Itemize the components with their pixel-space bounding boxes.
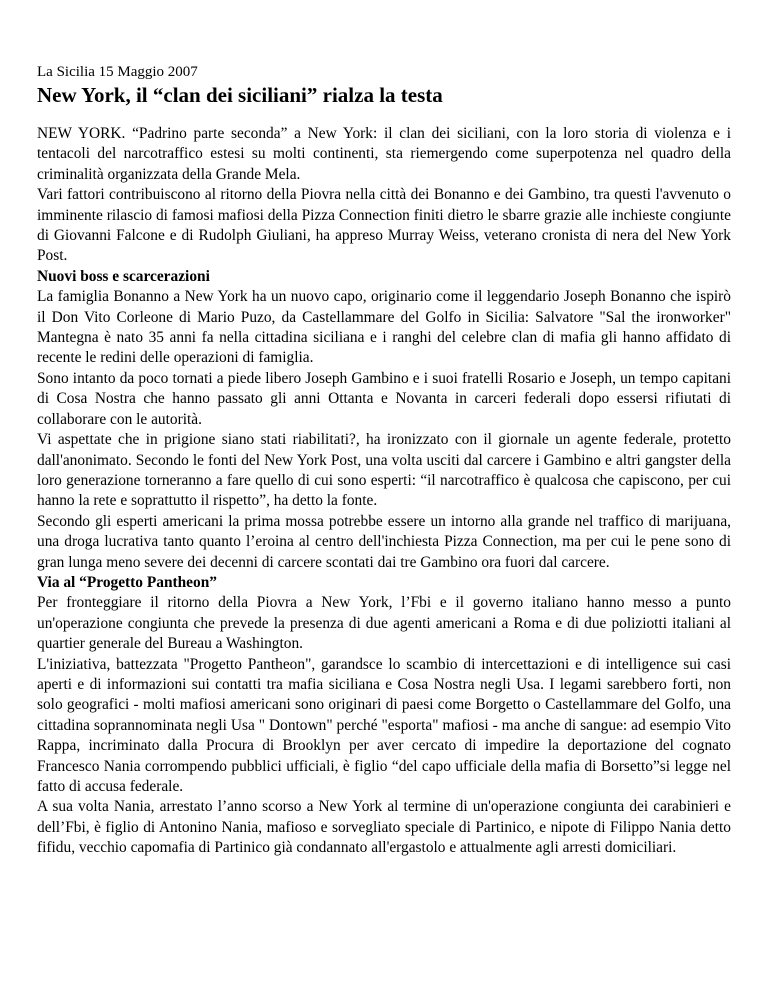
paragraph-1: NEW YORK. “Padrino parte seconda” a New York: il clan dei siciliani, con la loro storia di violenza e i tentacoli del narcotraffico estesi su molti continenti, sta riemergendo come superpotenza nel quadro della criminalità organizzata della Grande Mela. bbox=[37, 125, 731, 183]
paragraph-9: A sua volta Nania, arrestato l’anno scorso a New York al termine di un'operazione congiunta dei carabinieri e dell’Fbi, è figlio di Antonino Nania, mafioso e sorvegliato speciale di Partinico, e nipote di Filippo Nania detto fifidu, vecchio capomafia di Partinico già condannato all'ergastolo e attualmente agli arresti domiciliari. bbox=[37, 798, 731, 857]
paragraph-8: L'iniziativa, battezzata "Progetto Pantheon", garandsce lo scambio di intercettazioni e di intelligence sui casi aperti e di informazioni sui contatti tra mafia siciliana e Cosa Nostra negli Usa. I legami sarebbero forti, non solo geografici - molti mafiosi americani sono originari di paesi come Borgetto o Castellammare del Golfo, una cittadina soprannominata negli Usa " Dontown" perché "esporta" mafiosi - ma anche di sangue: ad esempio Vito Rappa, incriminato dalla Procura di Brooklyn per aver cercato di impedire la deportazione del cognato Francesco Nania corrompendo pubblici ufficiali, è figlio “del capo ufficiale della mafia di Borsetto”si legge nel fatto di accusa federale. bbox=[37, 655, 731, 795]
subheading-progetto-pantheon: Via al “Progetto Pantheon” bbox=[37, 573, 217, 591]
paragraph-2: Vari fattori contribuiscono al ritorno della Piovra nella città dei Bonanno e dei Gambino, tra questi l'avvenuto o imminente rilascio di famosi mafiosi della Pizza Connection finiti dietro le sbarre grazie alle inchieste congiunte di Giovanni Falcone e di Rudolph Giuliani, ha appreso Murray Weiss, veterano cronista di nera del New York Post. bbox=[37, 186, 731, 265]
document-page bbox=[37, 62, 731, 859]
paragraph-7: Per fronteggiare il ritorno della Piovra a New York, l’Fbi e il governo italiano hanno messo a punto un'operazione congiunta che prevede la presenza di due agenti americani a Roma e di due poliziotti italiani al quartier generale del Bureau a Washington. bbox=[37, 594, 731, 653]
article-title: New York, il “clan dei siciliani” rialza la testa bbox=[37, 83, 443, 107]
paragraph-5: Vi aspettate che in prigione siano stati riabilitati?, ha ironizzato con il giornale un agente federale, protetto dall'anonimato. Secondo le fonti del New York Post, una volta usciti dal carcere i Gambino e altri gangster della loro generazione torneranno a fare quello di cui sono esperti: “il narcotraffico è qualcosa che capiscono, per cui hanno la rete e soprattutto il rispetto”, ha detto la fonte. bbox=[37, 431, 731, 510]
paragraph-4: Sono intanto da poco tornati a piede libero Joseph Gambino e i suoi fratelli Rosario e Joseph, un tempo capitani di Cosa Nostra che hanno passato gli anni Ottanta e Novanta in carceri federali dopo essersi rifiutati di collaborare con le autorità. bbox=[37, 369, 731, 428]
paragraph-6: Secondo gli esperti americani la prima mossa potrebbe essere un intorno alla grande nel traffico di marijuana, una droga lucrativa tanto quanto l’eroina al centro dell'inchiesta Pizza Connection, ma per cui le pene sono di gran lunga meno severe dei decenni di carcere scontati dai tre Gambino ora fuori dal carcere. bbox=[37, 512, 731, 571]
subheading-nuovi-boss: Nuovi boss e scarcerazioni bbox=[37, 267, 210, 285]
paragraph-3: La famiglia Bonanno a New York ha un nuovo capo, originario come il leggendario Joseph Bonanno che ispirò il Don Vito Corleone di Mario Puzo, da Castellammare del Golfo in Sicilia: Salvatore "Sal the ironworker" Mantegna è nato 35 anni fa nella cittadina siciliana e i ranghi del celebre clan di mafia gli hanno affidato di recente le redini delle operazioni di famiglia. bbox=[37, 288, 731, 367]
source-dateline: La Sicilia 15 Maggio 2007 bbox=[37, 64, 198, 80]
